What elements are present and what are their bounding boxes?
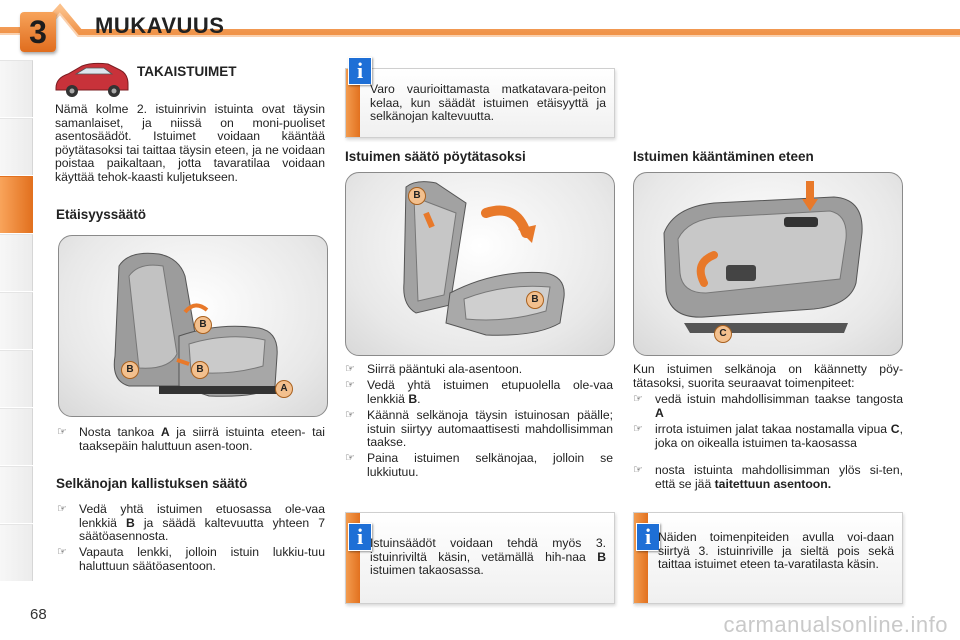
info-text-middle: Istuinsäädöt voidaan tehdä myös 3. istuinriviltä käsin, vetämällä hih-naa B istuimen takaosassa.	[370, 536, 606, 578]
table-bullet-4: ☞ Paina istuimen selkänojaa, jolloin se lukkiutuu.	[345, 451, 613, 479]
info-text-top: Varo vaurioittamasta matkatavara-peiton kelaa, kun säädät istuimen etäisyyttä ja selkänojan kaltevuutta.	[370, 82, 606, 124]
chapter-tab-4[interactable]	[0, 234, 33, 291]
seat-distance-illustration	[58, 235, 328, 417]
info-box-right-bottom	[633, 512, 903, 604]
seat-illustration-middle	[346, 173, 614, 355]
seat-fold-illustration	[633, 172, 903, 356]
bullet-hand-icon: ☞	[345, 409, 355, 421]
car-icon	[52, 60, 132, 100]
bullet-hand-icon: ☞	[345, 379, 355, 391]
info-icon: i	[636, 523, 660, 551]
backrest-heading: Selkänojan kallistuksen säätö	[56, 476, 248, 491]
backrest-bullet-1: ☞ Vedä yhtä istuimen etuosassa ole-vaa lenkkiä B ja säädä kaltevuutta yhteen 7 säätöasennosta.	[57, 502, 326, 544]
callout-b-3: B	[191, 361, 209, 379]
bullet-hand-icon: ☞	[345, 363, 355, 375]
callout-b-mid-1: B	[408, 187, 426, 205]
page-number: 68	[30, 606, 47, 623]
callout-b-1: B	[194, 316, 212, 334]
watermark: carmanualsonline.info	[723, 612, 948, 637]
distance-heading: Etäisyyssäätö	[56, 207, 147, 222]
bullet-hand-icon: ☞	[57, 426, 67, 438]
fold-bullet-1: ☞ vedä istuin mahdollisimman taakse tangosta A	[633, 392, 903, 420]
seat-table-illustration	[345, 172, 615, 356]
chapter-tab-2[interactable]	[0, 118, 33, 175]
bullet-hand-icon: ☞	[633, 464, 643, 476]
page-title: MUKAVUUS	[95, 13, 225, 38]
callout-b-2: B	[121, 361, 139, 379]
info-box-middle-bottom	[345, 512, 615, 604]
section-title: TAKAISTUIMET	[137, 64, 237, 79]
seat-illustration-right	[634, 173, 902, 355]
chapter-tab-6[interactable]	[0, 350, 33, 407]
chapter-tab-3-active[interactable]	[0, 176, 33, 233]
info-icon: i	[348, 523, 372, 551]
fold-heading: Istuimen kääntäminen eteen	[633, 149, 814, 164]
bullet-hand-icon: ☞	[57, 546, 67, 558]
chapter-number: 3	[29, 14, 47, 50]
info-box-top	[345, 58, 615, 138]
fold-bullet-2: ☞ irrota istuimen jalat takaa nostamalla vipua C, joka on oikealla istuimen ta-kaosassa	[633, 422, 903, 450]
backrest-bullet-2: ☞ Vapauta lenkki, jolloin istuin lukkiu-tuu haluttuun säätöasentoon.	[57, 545, 325, 573]
chapter-badge	[20, 12, 56, 52]
table-bullet-3: ☞ Käännä selkänoja täysin istuinosan päälle; istuin siirtyy automaattisesti mahdollisimman taakse.	[345, 408, 613, 450]
fold-bullet-3: ☞ nosta istuinta mahdollisimman ylös si-ten, että se jää taitettuun asentoon.	[633, 463, 903, 491]
distance-bullet: ☞ Nosta tankoa A ja siirrä istuinta eteen- tai taaksepäin haluttuun asen-toon.	[57, 425, 325, 453]
chapter-tab-9[interactable]	[0, 524, 33, 581]
info-text-right: Näiden toimenpiteiden avulla voi-daan siirtyä 3. istuinriville ja sieltä pois sekä taittaa istuimet eteen ta-varatilasta käsin.	[658, 530, 894, 572]
table-bullet-1: ☞ Siirrä pääntuki ala-asentoon.	[345, 362, 523, 376]
table-bullet-2: ☞ Vedä yhtä istuimen etupuolella ole-vaa lenkkiä B.	[345, 378, 613, 406]
header	[0, 0, 960, 56]
chapter-tabs	[0, 60, 32, 580]
chapter-tab-7[interactable]	[0, 408, 33, 465]
callout-a: A	[275, 380, 293, 398]
fold-intro: Kun istuimen selkänoja on käännetty pöy-tätasoksi, suorita seuraavat toimenpiteet:	[633, 362, 903, 390]
chapter-tab-1[interactable]	[0, 60, 33, 117]
callout-c: C	[714, 325, 732, 343]
bullet-hand-icon: ☞	[633, 423, 643, 435]
chapter-tab-8[interactable]	[0, 466, 33, 523]
chapter-tab-5[interactable]	[0, 292, 33, 349]
callout-b-mid-2: B	[526, 291, 544, 309]
bullet-hand-icon: ☞	[633, 393, 643, 405]
info-icon: i	[348, 57, 372, 85]
table-heading: Istuimen säätö pöytätasoksi	[345, 149, 526, 164]
intro-text: Nämä kolme 2. istuinrivin istuinta ovat täysin samanlaiset, ja niissä on moni-puoliset asentosäädöt. Istuimet voidaan kääntää pöytätasoksi tai taittaa täysin eteen, ja ne voidaan poistaa paikaltaan, jotta tavaratilaa voidaan käyttää tehok-kaasti kuljetukseen.	[55, 102, 325, 184]
bullet-hand-icon: ☞	[345, 452, 355, 464]
bullet-hand-icon: ☞	[57, 503, 67, 515]
